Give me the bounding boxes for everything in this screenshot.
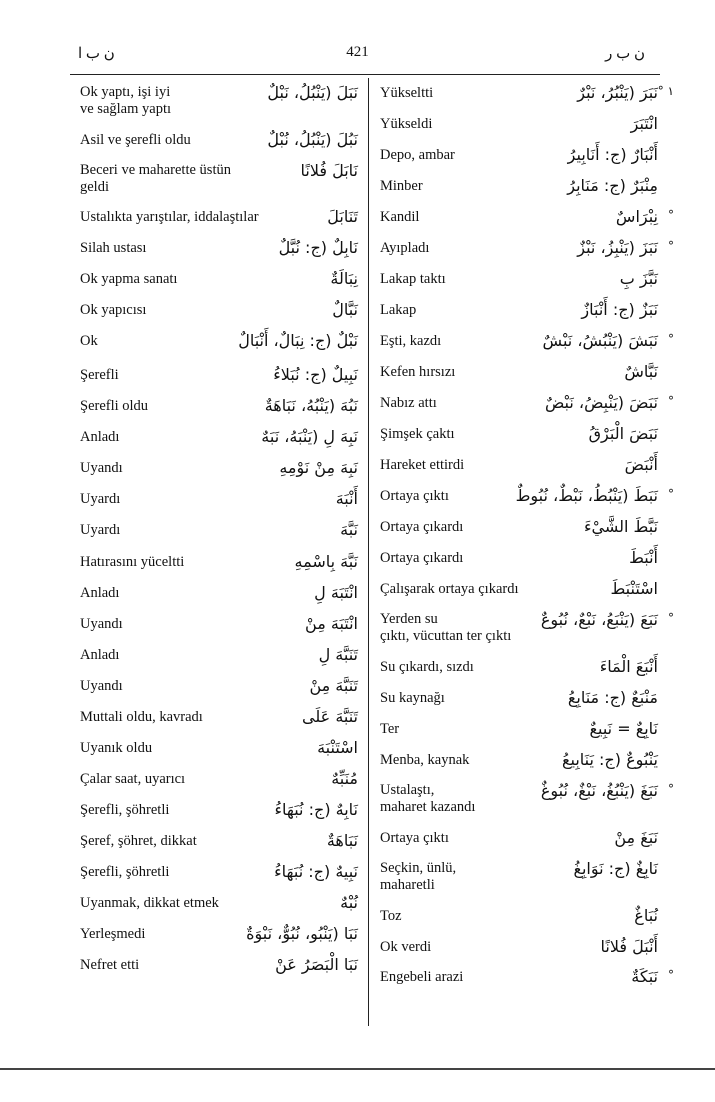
turkish-meaning bbox=[380, 550, 463, 567]
dictionary-entry bbox=[78, 295, 360, 326]
arabic-headword: تَنَبَّهَ لِ bbox=[318, 645, 358, 664]
arabic-headword: أَنْبَلَ فُلانًا bbox=[600, 937, 658, 956]
turkish-meaning-line: Uyardı bbox=[80, 522, 121, 538]
arabic-headword: نِبْرَاسٌ bbox=[615, 207, 658, 226]
page-number: 421 bbox=[346, 44, 369, 60]
dictionary-entry bbox=[378, 419, 660, 450]
turkish-meaning bbox=[80, 802, 169, 819]
dictionary-entry bbox=[78, 702, 360, 733]
turkish-meaning bbox=[380, 457, 464, 474]
turkish-meaning bbox=[380, 752, 469, 769]
arabic-headword: نَبِهَ لِ (يَنْبَهُ، نَبَهٌ bbox=[261, 427, 358, 446]
dictionary-entry bbox=[378, 140, 660, 171]
header-rule bbox=[70, 74, 660, 75]
turkish-meaning-line: Eşti, kazdı bbox=[380, 333, 442, 349]
turkish-meaning-line: Ter bbox=[380, 721, 400, 737]
arabic-headword: أَنْبَعَ الْمَاءَ bbox=[599, 657, 658, 676]
turkish-meaning-line: Depo, ambar bbox=[380, 147, 455, 163]
root-marker: ° bbox=[668, 332, 674, 346]
dictionary-entry bbox=[78, 609, 360, 640]
turkish-meaning bbox=[80, 398, 148, 415]
root-marker: ° bbox=[668, 394, 674, 408]
turkish-meaning-line: Nabız attı bbox=[380, 395, 437, 411]
turkish-meaning bbox=[80, 554, 184, 571]
dictionary-entry bbox=[378, 823, 660, 854]
arabic-headword: نَبَطَ (يَنْبُطُ، نَبْطٌ، نُبُوطٌ bbox=[515, 486, 658, 505]
turkish-meaning-line: Anladı bbox=[80, 585, 120, 601]
dictionary-entry bbox=[378, 388, 674, 419]
dictionary-entry bbox=[378, 745, 660, 776]
root-marker: ° ١ bbox=[657, 84, 674, 98]
turkish-meaning bbox=[80, 460, 123, 477]
turkish-meaning-continuation: geldi bbox=[80, 179, 109, 195]
arabic-headword: نَبَا الْبَصَرُ عَنْ bbox=[275, 955, 358, 974]
arabic-headword: نَابَلَ فُلانًا bbox=[300, 161, 358, 180]
turkish-meaning-line: Ok yapıcısı bbox=[80, 302, 147, 318]
turkish-meaning bbox=[80, 740, 152, 757]
dictionary-entry bbox=[78, 264, 360, 295]
arabic-headword: انْتَبَهَ لِ bbox=[314, 583, 358, 602]
turkish-meaning-line: Uyanık oldu bbox=[80, 740, 153, 756]
dictionary-entry bbox=[378, 652, 660, 683]
turkish-meaning bbox=[80, 678, 123, 695]
dictionary-entry bbox=[78, 857, 360, 888]
dictionary-entry bbox=[378, 776, 674, 823]
turkish-meaning bbox=[80, 647, 119, 664]
dictionary-entry bbox=[78, 422, 360, 453]
dictionary-entry bbox=[78, 515, 360, 547]
dictionary-entry bbox=[378, 605, 674, 652]
turkish-meaning bbox=[380, 271, 446, 288]
turkish-meaning bbox=[380, 611, 511, 645]
arabic-headword: أَنْبَهَ bbox=[335, 489, 358, 508]
turkish-meaning bbox=[380, 939, 431, 956]
turkish-meaning-continuation: maharet kazandı bbox=[380, 799, 476, 815]
turkish-meaning bbox=[80, 271, 177, 288]
root-marker: ° bbox=[668, 611, 674, 625]
bottom-rule bbox=[0, 1068, 715, 1070]
arabic-headword: نَابِلٌ (ج: نُبَّلٌ bbox=[278, 238, 358, 257]
turkish-meaning-line: Kandil bbox=[380, 209, 420, 225]
turkish-meaning bbox=[380, 333, 441, 350]
turkish-meaning-line: Minber bbox=[380, 178, 423, 194]
dictionary-entry bbox=[78, 125, 360, 156]
root-marker: ° bbox=[668, 782, 674, 796]
turkish-meaning bbox=[80, 616, 123, 633]
turkish-meaning bbox=[80, 771, 185, 788]
dictionary-entry bbox=[378, 543, 660, 574]
turkish-meaning-line: Yerden su bbox=[380, 611, 438, 627]
turkish-meaning-line: Yükseltti bbox=[380, 85, 434, 101]
arabic-headword: انْتَبَهَ مِنْ bbox=[305, 614, 358, 633]
arabic-headword: مِنْبَرٌ (ج: مَنَابِرُ bbox=[567, 176, 658, 195]
arabic-headword: نُبَاغٌ bbox=[634, 906, 658, 925]
arabic-headword: نَبِيلٌ (ج: نُبَلاءُ bbox=[273, 365, 358, 384]
turkish-meaning bbox=[380, 860, 456, 894]
dictionary-entry bbox=[78, 78, 360, 125]
turkish-meaning bbox=[380, 395, 437, 412]
dictionary-entry bbox=[78, 826, 360, 857]
dictionary-entry bbox=[378, 962, 674, 993]
turkish-meaning bbox=[80, 367, 119, 384]
turkish-meaning-line: Asil ve şerefli oldu bbox=[80, 132, 191, 148]
turkish-meaning bbox=[80, 957, 139, 974]
dictionary-entry bbox=[78, 156, 360, 202]
dictionary-entry bbox=[378, 901, 660, 932]
arabic-headword: نَبَكَةٌ bbox=[631, 967, 658, 986]
root-marker: ° bbox=[668, 208, 674, 222]
arabic-headword: مُنَبِّهٌ bbox=[331, 769, 358, 788]
turkish-meaning-line: Yükseldi bbox=[380, 116, 433, 132]
arabic-headword: انْتَبَرَ bbox=[630, 114, 658, 133]
turkish-meaning-line: Yerleşmedi bbox=[80, 926, 146, 942]
turkish-meaning bbox=[80, 333, 98, 350]
turkish-meaning-line: Ortaya çıktı bbox=[380, 488, 449, 504]
arabic-headword: نَبَّطَ الشَّيْءَ bbox=[583, 517, 658, 536]
arabic-headword: نَبُلَ (يَنْبُلُ، نُبْلٌ bbox=[267, 130, 358, 149]
turkish-meaning-line: Lakap bbox=[380, 302, 417, 318]
turkish-meaning bbox=[380, 659, 474, 676]
turkish-meaning-line: Kefen hırsızı bbox=[380, 364, 456, 380]
turkish-meaning bbox=[80, 84, 171, 118]
turkish-meaning-line: Uyandı bbox=[80, 460, 123, 476]
header-right-letters: ن ب ر bbox=[605, 46, 645, 62]
turkish-meaning-line: Ok bbox=[80, 333, 98, 349]
turkish-meaning bbox=[380, 85, 433, 102]
arabic-headword: نَبَشَ (يَنْبُشُ، نَبْشٌ bbox=[542, 331, 658, 350]
turkish-meaning-line: Çalışarak ortaya çıkardı bbox=[380, 581, 519, 597]
dictionary-entry bbox=[378, 450, 660, 481]
turkish-meaning-line: Şerefli oldu bbox=[80, 398, 149, 414]
turkish-meaning bbox=[80, 709, 203, 726]
turkish-meaning-line: Uyandı bbox=[80, 616, 123, 632]
dictionary-entry bbox=[378, 481, 674, 512]
turkish-meaning bbox=[80, 864, 169, 881]
turkish-meaning-line: Şeref, şöhret, dikkat bbox=[80, 833, 197, 849]
turkish-meaning bbox=[380, 908, 402, 925]
turkish-meaning-line: Ok verdi bbox=[380, 939, 432, 955]
turkish-meaning bbox=[80, 926, 145, 943]
turkish-meaning-line: Muttali oldu, kavradı bbox=[80, 709, 203, 725]
turkish-meaning-line: Anladı bbox=[80, 429, 120, 445]
dictionary-entry bbox=[78, 578, 360, 609]
arabic-headword: نَبَّاشٌ bbox=[624, 362, 658, 381]
dictionary-entry bbox=[78, 888, 360, 919]
dictionary-entry bbox=[78, 764, 360, 795]
left-column bbox=[78, 78, 360, 984]
dictionary-entry bbox=[378, 109, 660, 140]
turkish-meaning-line: Silah ustası bbox=[80, 240, 147, 256]
dictionary-entry bbox=[78, 919, 360, 950]
arabic-headword: نَبَرَ (يَنْبُرُ، نَبْرٌ bbox=[577, 83, 658, 102]
turkish-meaning-line: Su kaynağı bbox=[380, 690, 445, 706]
arabic-headword: تَنَبَّهَ عَلَى bbox=[302, 707, 358, 726]
turkish-meaning bbox=[80, 132, 191, 149]
arabic-headword: نَبَغَ (يَنْبُغُ، نَبْغٌ، نُبُوغٌ bbox=[540, 781, 658, 800]
dictionary-entry bbox=[78, 453, 360, 484]
arabic-headword: نَبَعَ (يَنْبَعُ، نَبْعٌ، نُبُوعٌ bbox=[540, 610, 658, 629]
arabic-headword: نَبَا (يَنْبُو، نُبُوٌّ، نَبْوَةٌ bbox=[246, 924, 358, 943]
dictionary-entry bbox=[378, 574, 660, 605]
root-marker: ° bbox=[668, 968, 674, 982]
dictionary-entry bbox=[378, 932, 660, 962]
root-marker: ° bbox=[668, 239, 674, 253]
turkish-meaning-line: Nefret etti bbox=[80, 957, 140, 973]
dictionary-entry bbox=[78, 795, 360, 826]
dictionary-entry bbox=[78, 391, 360, 422]
turkish-meaning-line: Ok yaptı, işi iyi bbox=[80, 84, 171, 100]
turkish-meaning-line: Engebeli arazi bbox=[380, 969, 464, 985]
dictionary-entry bbox=[378, 854, 660, 901]
turkish-meaning-line: Seçkin, ünlü, bbox=[380, 860, 457, 876]
arabic-headword: نَبَزَ (يَنْبِزُ، نَبْزٌ bbox=[577, 238, 658, 257]
turkish-meaning bbox=[380, 147, 455, 164]
header-left-letters: ن ب ا bbox=[78, 46, 115, 62]
dictionary-entry bbox=[378, 78, 674, 109]
arabic-headword: نَبَغَ مِنْ bbox=[614, 828, 658, 847]
dictionary-entry bbox=[378, 264, 660, 295]
turkish-meaning-line: Çalar saat, uyarıcı bbox=[80, 771, 186, 787]
turkish-meaning-line: Lakap taktı bbox=[380, 271, 446, 287]
arabic-headword: نَبَاهَةٌ bbox=[326, 831, 358, 850]
turkish-meaning bbox=[380, 426, 455, 443]
dictionary-entry bbox=[78, 950, 360, 984]
dictionary-entry bbox=[78, 484, 360, 515]
arabic-headword: مَنْبَعٌ (ج: مَنَابِعُ bbox=[567, 688, 658, 707]
turkish-meaning bbox=[380, 178, 423, 195]
dictionary-entry bbox=[78, 360, 360, 391]
turkish-meaning bbox=[80, 833, 197, 850]
turkish-meaning bbox=[80, 162, 231, 196]
arabic-headword: أَنْبَارٌ (ج: أَنَابِيرُ bbox=[567, 145, 658, 164]
page-header bbox=[0, 44, 715, 70]
arabic-headword: نَبِهَ مِنْ نَوْمِهِ bbox=[279, 458, 358, 477]
turkish-meaning-line: Şerefli bbox=[80, 367, 119, 383]
turkish-meaning bbox=[380, 116, 432, 133]
dictionary-entry bbox=[378, 171, 660, 202]
turkish-meaning-line: Su çıkardı, sızdı bbox=[380, 659, 474, 675]
arabic-headword: نَابِهٌ (ج: نُبَهَاءُ bbox=[274, 800, 358, 819]
turkish-meaning-line: Şerefli, şöhretli bbox=[80, 802, 170, 818]
turkish-meaning-line: Uyardı bbox=[80, 491, 121, 507]
arabic-headword: تَنَبَّهَ مِنْ bbox=[309, 676, 358, 695]
arabic-headword: نَبَّهَ بِاسْمِهِ bbox=[294, 552, 358, 571]
dictionary-entry bbox=[378, 683, 660, 714]
dictionary-entry bbox=[78, 202, 360, 233]
turkish-meaning bbox=[380, 488, 449, 505]
turkish-meaning-continuation: ve sağlam yaptı bbox=[80, 101, 172, 117]
turkish-meaning bbox=[380, 302, 416, 319]
dictionary-entry bbox=[78, 640, 360, 671]
turkish-meaning-line: Ortaya çıkardı bbox=[380, 519, 464, 535]
arabic-headword: أَنْبَطَ bbox=[629, 548, 658, 567]
turkish-meaning-line: Hareket ettirdi bbox=[380, 457, 465, 473]
turkish-meaning-line: Ustalaştı, bbox=[380, 782, 435, 798]
right-column bbox=[378, 78, 674, 993]
dictionary-entry bbox=[378, 714, 660, 745]
dictionary-entry bbox=[378, 326, 674, 357]
turkish-meaning bbox=[80, 585, 119, 602]
dictionary-entry bbox=[378, 512, 660, 543]
turkish-meaning bbox=[80, 429, 119, 446]
arabic-headword: اسْتَنْبَطَ bbox=[610, 579, 658, 598]
arabic-headword: نَبَضَ (يَنْبِضُ، نَبْضٌ bbox=[544, 393, 658, 412]
turkish-meaning-continuation: maharetli bbox=[380, 877, 435, 893]
arabic-headword: أَنْبَضَ bbox=[624, 455, 658, 474]
arabic-headword: نَبْلٌ (ج: نِبَالٌ، أَنْبَالٌ bbox=[238, 331, 358, 350]
turkish-meaning-line: Ortaya çıkardı bbox=[380, 550, 464, 566]
turkish-meaning-line: Menba, kaynak bbox=[380, 752, 470, 768]
turkish-meaning-line: Beceri ve maharette üstün bbox=[80, 162, 231, 178]
turkish-meaning bbox=[80, 240, 146, 257]
dictionary-entry bbox=[378, 202, 674, 233]
arabic-headword: نِبَالَةٌ bbox=[330, 269, 358, 288]
dictionary-entry bbox=[78, 733, 360, 764]
turkish-meaning-line: Uyandı bbox=[80, 678, 123, 694]
turkish-meaning-line: Toz bbox=[380, 908, 402, 924]
turkish-meaning bbox=[380, 519, 463, 536]
arabic-headword: نَبَلَ (يَنْبُلُ، نَبْلٌ bbox=[267, 83, 358, 102]
turkish-meaning bbox=[80, 302, 146, 319]
turkish-meaning bbox=[80, 209, 259, 226]
turkish-meaning bbox=[380, 240, 429, 257]
turkish-meaning bbox=[80, 491, 120, 508]
turkish-meaning bbox=[380, 721, 399, 738]
turkish-meaning bbox=[380, 782, 475, 816]
turkish-meaning bbox=[80, 895, 219, 912]
arabic-headword: تَنَابَلَ bbox=[327, 207, 358, 226]
arabic-headword: نَبَضَ الْبَرْقُ bbox=[588, 424, 658, 443]
dictionary-entry bbox=[378, 295, 660, 326]
turkish-meaning-line: Uyanmak, dikkat etmek bbox=[80, 895, 219, 911]
dictionary-entry bbox=[78, 326, 360, 360]
arabic-headword: نَبَّالٌ bbox=[332, 300, 358, 319]
arabic-headword: اسْتَنْبَهَ bbox=[317, 738, 358, 757]
turkish-meaning bbox=[380, 830, 449, 847]
arabic-headword: نَبَّزَ بِ bbox=[619, 269, 658, 288]
dictionary-entry bbox=[378, 233, 674, 264]
dictionary-entry bbox=[378, 357, 660, 388]
arabic-headword: نَبُهَ (يَنْبُهُ، نَبَاهَةٌ bbox=[264, 396, 358, 415]
turkish-meaning-line: Ustalıkta yarıştılar, iddalaştılar bbox=[80, 209, 259, 225]
turkish-meaning bbox=[380, 364, 455, 381]
turkish-meaning-line: Ortaya çıktı bbox=[380, 830, 449, 846]
turkish-meaning-line: Hatırasını yüceltti bbox=[80, 554, 185, 570]
column-divider bbox=[368, 78, 369, 1026]
turkish-meaning-line: Anladı bbox=[80, 647, 120, 663]
arabic-headword: نَبِيهٌ (ج: نُبَهَاءُ bbox=[274, 862, 358, 881]
arabic-headword: نَبَزٌ (ج: أَنْبَازٌ bbox=[581, 300, 658, 319]
arabic-headword: يَنْبُوعٌ (ج: يَنَابِيعُ bbox=[561, 750, 658, 769]
dictionary-entry bbox=[78, 233, 360, 264]
turkish-meaning-line: Ok yapma sanatı bbox=[80, 271, 178, 287]
turkish-meaning-line: Ayıpladı bbox=[380, 240, 430, 256]
turkish-meaning-continuation: çıktı, vücuttan ter çıktı bbox=[380, 628, 512, 644]
turkish-meaning-line: Şerefli, şöhretli bbox=[80, 864, 170, 880]
turkish-meaning bbox=[380, 209, 419, 226]
root-marker: ° bbox=[668, 487, 674, 501]
turkish-meaning bbox=[380, 969, 463, 986]
arabic-headword: نَبَّهَ bbox=[340, 520, 358, 539]
arabic-headword: نَابِعٌ = نَبِيعٌ bbox=[589, 719, 658, 738]
turkish-meaning bbox=[380, 690, 445, 707]
dictionary-entry bbox=[78, 671, 360, 702]
turkish-meaning bbox=[80, 522, 120, 539]
arabic-headword: نُبْهٌ bbox=[340, 893, 358, 912]
arabic-headword: نَابِغٌ (ج: نَوَابِغُ bbox=[573, 859, 658, 878]
turkish-meaning-line: Şimşek çaktı bbox=[380, 426, 455, 442]
dictionary-entry bbox=[78, 547, 360, 578]
turkish-meaning bbox=[380, 581, 519, 598]
